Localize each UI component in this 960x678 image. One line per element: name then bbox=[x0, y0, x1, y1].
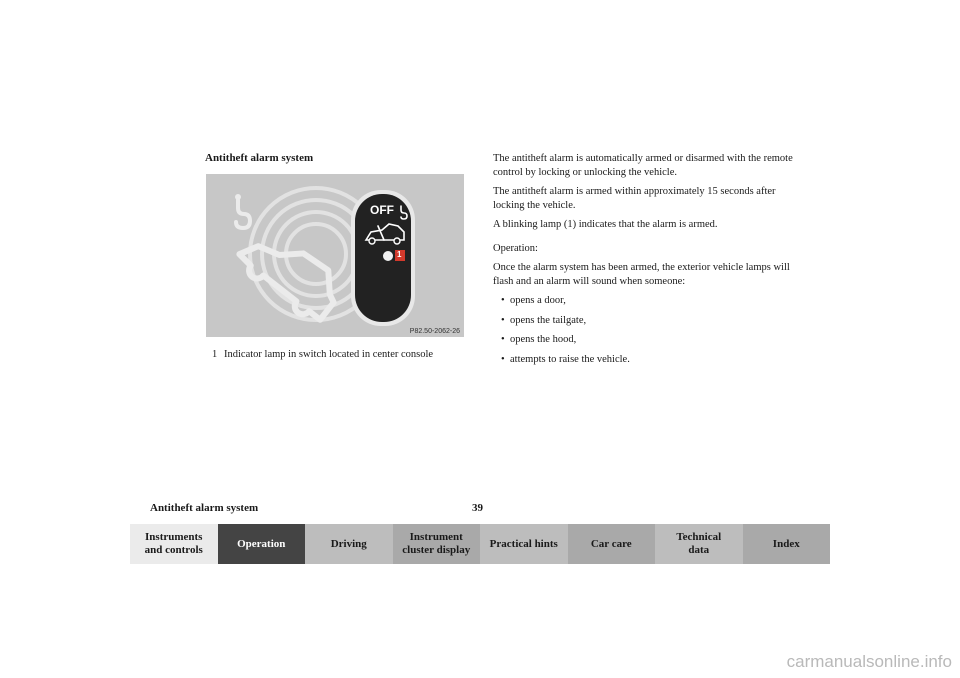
section-title: Antitheft alarm system bbox=[205, 152, 314, 164]
caption-number: 1 bbox=[212, 349, 218, 360]
paragraph-blinking-lamp: A blinking lamp (1) indicates that the alarm is armed. bbox=[493, 219, 718, 230]
list-item: • attempts to raise the vehicle. bbox=[501, 353, 630, 365]
tab-driving[interactable]: Driving bbox=[305, 524, 393, 564]
switch-off-label: OFF bbox=[370, 203, 394, 217]
list-item: • opens the hood, bbox=[501, 334, 577, 345]
page-number: 39 bbox=[472, 502, 483, 514]
tab-technical-data[interactable]: Technical data bbox=[655, 524, 743, 564]
tab-index[interactable]: Index bbox=[743, 524, 831, 564]
tab-instrument-cluster-display[interactable]: Instrument cluster display bbox=[393, 524, 481, 564]
alarm-switch-illustration bbox=[206, 174, 464, 337]
indicator-lamp bbox=[383, 251, 393, 261]
figure-caption bbox=[212, 349, 433, 360]
alarm-switch-figure bbox=[206, 174, 464, 337]
figure-code: P82.50-2062-26 bbox=[409, 328, 460, 335]
operation-heading: Operation: bbox=[493, 242, 538, 254]
caption-text: Indicator lamp in switch located in center console bbox=[224, 349, 434, 360]
list-item: • opens a door, bbox=[501, 295, 566, 306]
paragraph-arm-delay: The antitheft alarm is armed within approximately 15 seconds after locking the vehicle. bbox=[493, 186, 776, 211]
tab-instruments-and-controls[interactable]: Instruments and controls bbox=[130, 524, 218, 564]
tab-car-care[interactable]: Car care bbox=[568, 524, 656, 564]
paragraph-auto-arm: The antitheft alarm is automatically armed or disarmed with the remote control by locking or unlocking the vehicle. bbox=[493, 153, 793, 178]
paragraph-alarm-trigger: Once the alarm system has been armed, the exterior vehicle lamps will flash and an alarm will sound when someone: bbox=[493, 262, 790, 287]
trigger-list bbox=[493, 294, 793, 366]
body-text bbox=[493, 152, 793, 372]
callout-number: 1 bbox=[397, 250, 402, 259]
tab-operation[interactable]: Operation bbox=[218, 524, 306, 564]
watermark: carmanualsonline.info bbox=[786, 652, 952, 671]
list-item: • opens the tailgate, bbox=[501, 314, 587, 326]
tab-practical-hints[interactable]: Practical hints bbox=[480, 524, 568, 564]
chapter-nav-bar bbox=[130, 524, 830, 564]
footer-title: Antitheft alarm system bbox=[150, 502, 259, 514]
